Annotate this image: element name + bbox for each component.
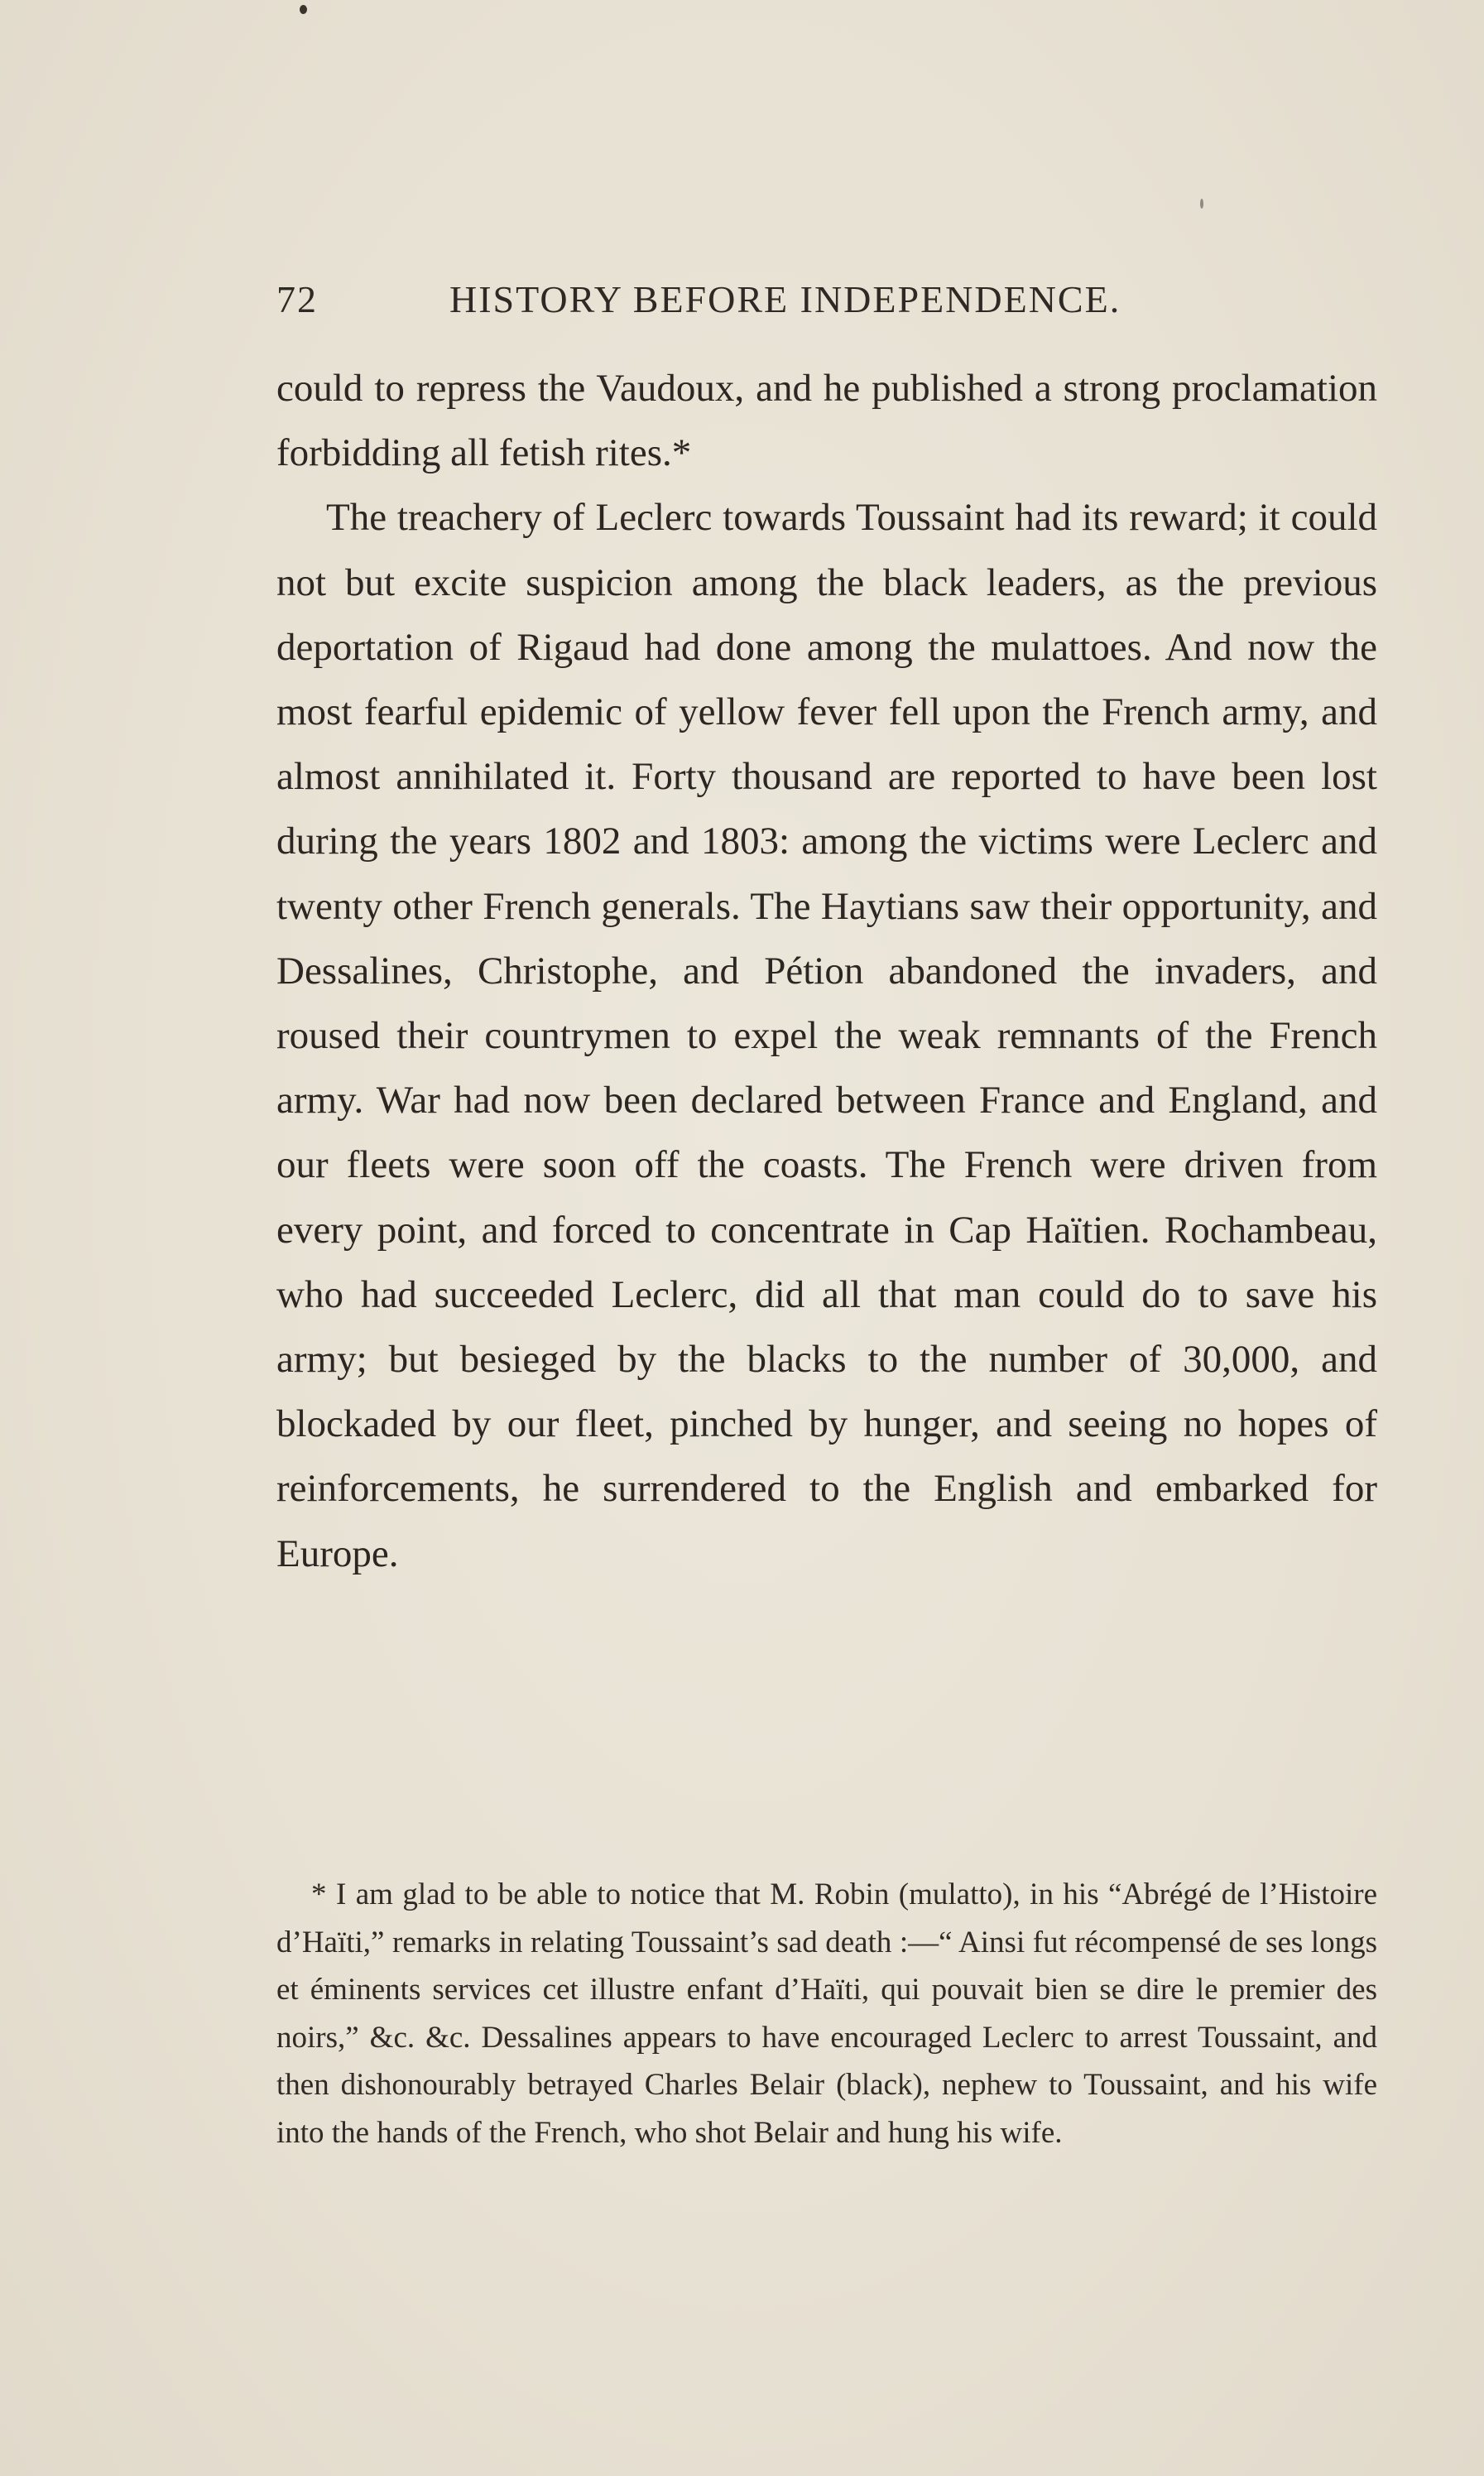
body-text [276,356,1377,1586]
running-head: HISTORY BEFORE INDEPENDENCE. [449,278,1121,320]
ink-speck [300,5,307,14]
paragraph: The treachery of Leclerc towards Toussaint had its reward; it could not but excite suspicion among the black leaders, as the previous deportation of Rigaud had done among the mulattoes. And now the most fearful epidemic of yellow fever fell upon the French army, and almost annihilated it. Forty thousand are reported to have been lost during the years 1802 and 1803: among the victims were Leclerc and twenty other French generals. The Haytians saw their opportunity, and Dessalines, Christophe, and Pétion abandoned the invaders, and roused their countrymen to expel the weak remnants of the French army. War had now been declared between France and England, and our fleets were soon off the coasts. The French were driven from every point, and forced to concentrate in Cap Haïtien. Rochambeau, who had succeeded Leclerc, did all that man could do to save his army; but besieged by the blacks to the number of 30,000, and blockaded by our fleet, pinched by hunger, and seeing no hopes of reinforcements, he surrendered to the English and embarked for Europe. [276,496,1377,1575]
footnote: * I am glad to be able to notice that M. Robin (mulatto), in his “Abrégé de l’Histoire d’Haïti,” remarks in relating Toussaint’s sad death :—“ Ainsi fut récompensé de ses longs et éminents services cet illustre enfant d’Haïti, qui pouvait bien se dire le premier des noirs,” &c. &c. Dessalines appears to have encouraged Leclerc to arrest Toussaint, and then dishonourably betrayed Charles Belair (black), nephew to Toussaint, and his wife into the hands of the French, who shot Belair and hung his wife. [276,1877,1377,2150]
ink-speck [1200,199,1203,209]
page-header [276,277,1386,327]
page-number: 72 [276,278,318,320]
paragraph: could to repress the Vaudoux, and he published a strong proclamation forbidding all fetish rites.* [276,367,1377,475]
